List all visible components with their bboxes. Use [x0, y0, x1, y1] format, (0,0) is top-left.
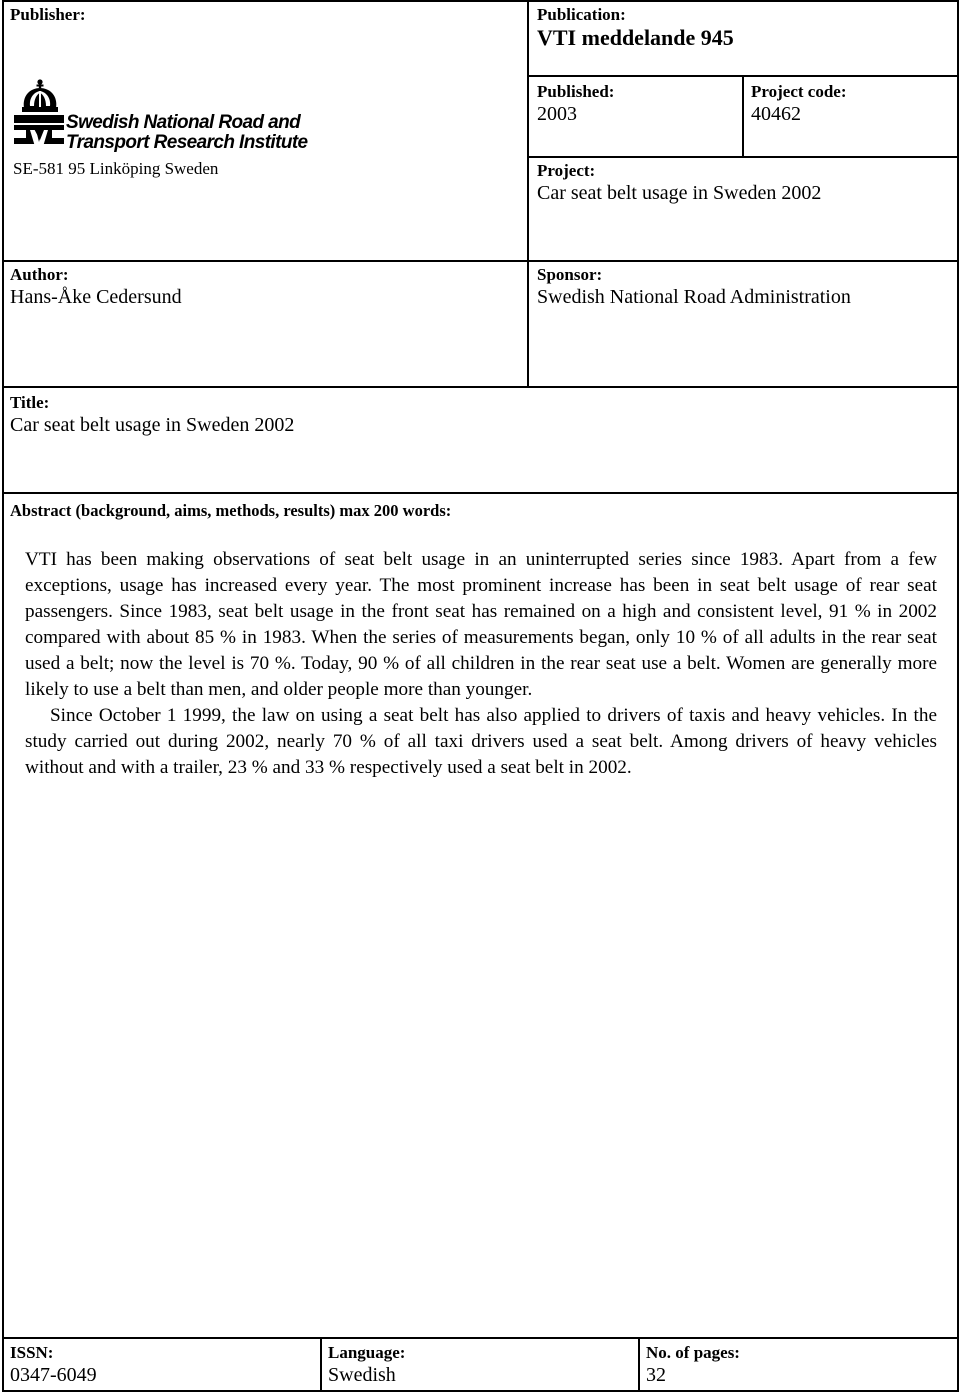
published-value: 2003 — [537, 103, 577, 125]
institute-name-line1: Swedish National Road and — [66, 112, 301, 133]
publisher-label: Publisher: — [10, 5, 86, 24]
project-code-value: 40462 — [751, 103, 801, 125]
title-label: Title: — [10, 393, 50, 412]
language-label: Language: — [328, 1343, 406, 1362]
institute-name-line2: Transport Research Institute — [66, 132, 308, 153]
divider — [2, 386, 959, 388]
publication-label: Publication: — [537, 5, 626, 24]
divider — [527, 0, 529, 262]
published-label: Published: — [537, 82, 615, 101]
sponsor-label: Sponsor: — [537, 265, 603, 284]
divider — [2, 260, 959, 262]
project-value: Car seat belt usage in Sweden 2002 — [537, 182, 822, 204]
pages-value: 32 — [646, 1364, 666, 1386]
project-code-label: Project code: — [751, 82, 847, 101]
language-value: Swedish — [328, 1364, 396, 1386]
abstract-paragraph: VTI has been making observations of seat belt usage in an uninterrupted series since 1983. Apart from a few exceptions, usage has increased every year. The most prominent increase has been in seat belt usage of rear seat passengers. Since 1983, seat belt usage in the front seat has remained on a high and consistent level, 91 % in 2002 compared with about 85 % in 1983. When the series of measurements began, only 10 % of all adults in the rear seat used a belt; now the level is 70 %. Today, 90 % of all children in the rear seat use a belt. Women are generally more likely to use a belt than men, and older people more than younger. — [25, 549, 937, 700]
abstract-paragraph: Since October 1 1999, the law on using a seat belt has also applied to drivers of taxis and heavy vehicles. In the study carried out during 2002, nearly 70 % of all taxi drivers used a seat belt. Among drivers of heavy vehicles without and with a trailer, 23 % and 33 % respectively used a seat belt in 2002. — [25, 705, 937, 778]
title-value: Car seat belt usage in Sweden 2002 — [10, 414, 295, 436]
publication-value: VTI meddelande 945 — [537, 25, 734, 50]
project-label: Project: — [537, 161, 596, 180]
sponsor-value: Swedish National Road Administration — [537, 286, 851, 308]
issn-value: 0347-6049 — [10, 1364, 97, 1386]
divider — [2, 1337, 959, 1339]
divider — [2, 492, 959, 494]
issn-label: ISSN: — [10, 1343, 54, 1362]
divider — [320, 1337, 322, 1392]
divider — [638, 1337, 640, 1392]
publisher-address: SE-581 95 Linköping Sweden — [13, 159, 219, 178]
author-label: Author: — [10, 265, 69, 284]
divider — [527, 156, 959, 158]
crown-emblem-icon — [12, 78, 66, 154]
institute-logo — [12, 78, 308, 154]
abstract-label: Abstract (background, aims, methods, results) max 200 words: — [10, 501, 452, 520]
divider — [527, 260, 529, 388]
pages-label: No. of pages: — [646, 1343, 740, 1362]
abstract-body — [25, 547, 937, 781]
author-value: Hans-Åke Cedersund — [10, 286, 182, 308]
divider — [742, 75, 744, 157]
